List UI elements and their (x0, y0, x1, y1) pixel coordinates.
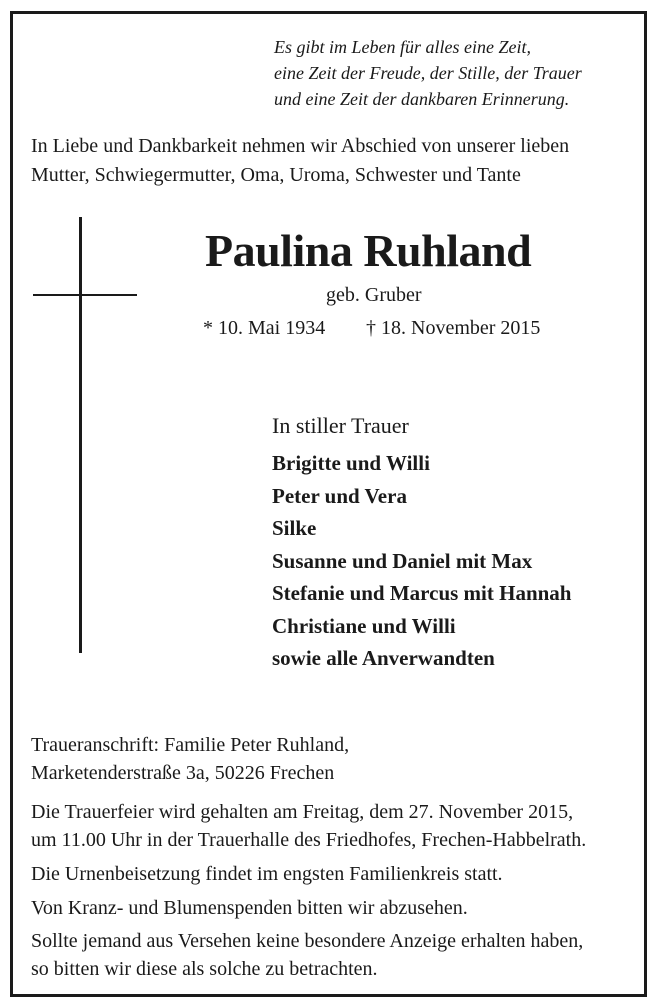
deceased-name: Paulina Ruhland (205, 225, 532, 276)
mourners-list (272, 447, 572, 675)
notice-line: Sollte jemand aus Versehen keine besondere Anzeige erhalten haben, (31, 930, 584, 952)
notice-note (31, 927, 583, 983)
poem-line: Es gibt im Leben für alles eine Zeit, (274, 37, 531, 57)
cross-vertical-bar (79, 217, 82, 653)
mourner-entry: Peter und Vera (272, 483, 407, 508)
poem-line: eine Zeit der Freude, der Stille, der Trauer (274, 63, 582, 83)
intro-text (31, 132, 569, 190)
address-line: Traueranschrift: Familie Peter Ruhland, (31, 734, 350, 756)
poem-line: und eine Zeit der dankbaren Erinnerung. (274, 89, 570, 109)
poem (274, 34, 582, 112)
mourner-entry: Brigitte und Willi (272, 451, 430, 475)
cross-horizontal-bar (33, 294, 137, 296)
intro-line: In Liebe und Dankbarkeit nehmen wir Abschied von unserer lieben (31, 135, 570, 157)
mourner-entry: sowie alle Anverwandten (272, 646, 495, 670)
service-info (31, 798, 586, 854)
mourning-address (31, 731, 349, 787)
maiden-name: geb. Gruber (326, 284, 422, 306)
mourner-entry: Susanne und Daniel mit Max (272, 548, 533, 573)
address-line: Marketenderstraße 3a, 50226 Frechen (31, 762, 335, 784)
mourner-entry: Silke (272, 516, 317, 540)
mourner-entry: Christiane und Willi (272, 613, 456, 638)
urn-burial-note: Die Urnenbeisetzung findet im engsten Familienkreis statt. (31, 863, 503, 885)
flowers-note: Von Kranz- und Blumenspenden bitten wir abzusehen. (31, 897, 468, 919)
birth-date: * 10. Mai 1934 (203, 317, 326, 339)
service-line: um 11.00 Uhr in der Trauerhalle des Friedhofes, Frechen-Habbelrath. (31, 829, 587, 851)
death-date: † 18. November 2015 (366, 317, 541, 339)
mourner-entry: Stefanie und Marcus mit Hannah (272, 581, 572, 605)
mourning-label: In stiller Trauer (272, 413, 409, 438)
service-line: Die Trauerfeier wird gehalten am Freitag, dem 27. November 2015, (31, 801, 574, 823)
notice-line: so bitten wir diese als solche zu betrachten. (31, 958, 378, 980)
intro-line: Mutter, Schwiegermutter, Oma, Uroma, Schwester und Tante (31, 164, 521, 186)
